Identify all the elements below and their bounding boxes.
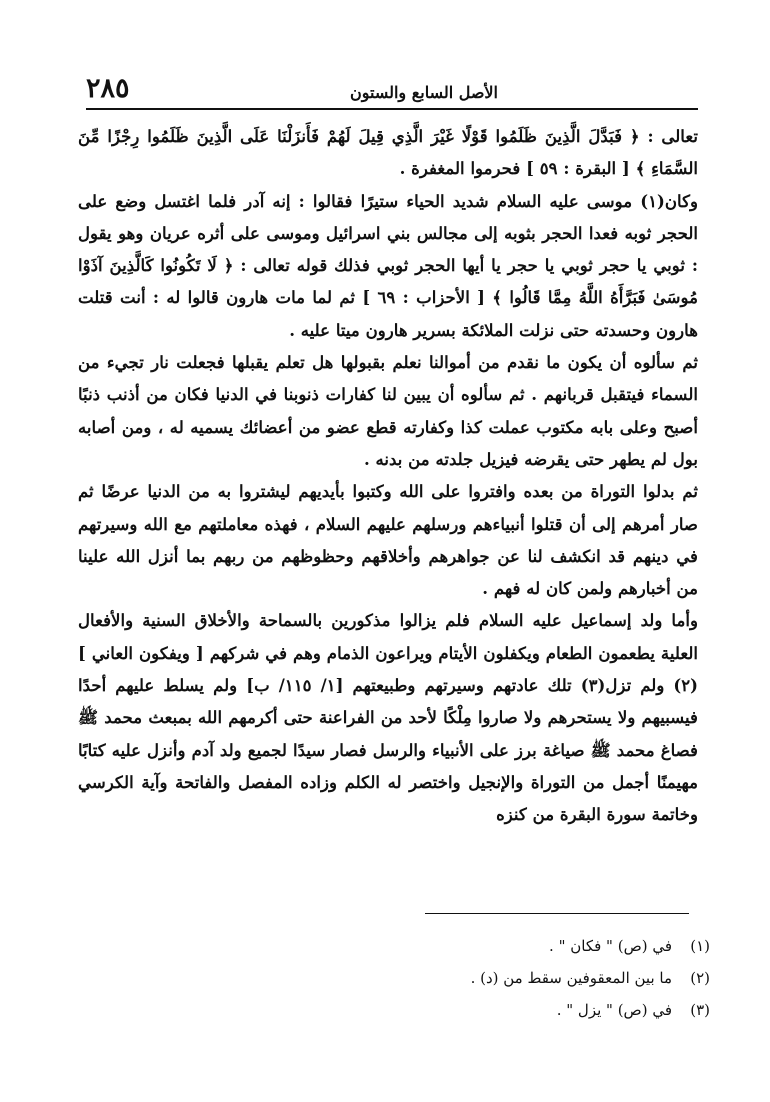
footnote-number: (٢) xyxy=(690,969,710,987)
page-number: ٢٨٥ xyxy=(86,73,130,104)
footnote-text: في (ص) " فكان " . xyxy=(549,937,672,955)
footnote xyxy=(300,930,710,962)
footnote-number: (٣) xyxy=(690,1001,710,1019)
footnote-separator xyxy=(425,913,689,914)
paragraph: وكان(١) موسى عليه السلام شديد الحياء ستيرًا فقالوا : إنه آدر فلما اغتسل وضع على الحجر ثوبه فعدا الحجر بثوبه إلى مجالس بني اسرائيل وموسى على أثره عريان وهو يقول : ثوبي يا حجر ثوبي يا حجر يا أيها الحجر ثوبي فذلك قوله تعالى : ﴿ لَا تَكُونُوا كَالَّذِينَ آذَوْا مُوسَىٰ فَبَرَّأَهُ اللَّهُ مِمَّا قَالُوا ﴾ [ الأحزاب : ٦٩ ] ثم لما مات هارون قالوا له : أنت قتلت هارون وحسدته حتى نزلت الملائكة بسرير هارون ميتا عليه . xyxy=(78,190,698,340)
footnote xyxy=(300,994,710,1026)
footnote-text: ما بين المعقوفين سقط من (د) . xyxy=(470,969,672,987)
running-head: الأصل السابع والستون xyxy=(349,83,498,102)
footnote xyxy=(300,962,710,994)
main-text xyxy=(78,120,698,831)
page-header xyxy=(86,70,698,110)
paragraph: وأما ولد إسماعيل عليه السلام فلم يزالوا مذكورين بالسماحة والأخلاق السنية والأفعال العلية يطعمون الطعام ويكفلون الأيتام ويراعون الذمام وهم في شركهم [ ويفكون العاني ](٢) ولم تزل(٣) تلك عادتهم وسيرتهم وطبيعتهم [١/ ١١٥/ ب] ولم يسلط عليهم أحدًا فيسبيهم ولا يستحرهم ولا صاروا مِلْكًا لأحد من الفراعنة حتى أكرمهم الله بمبعث محمد ﷺ فصاغ محمد ﷺ صياغة برز على الأنبياء والرسل فصار سيدًا لجميع ولد آدم وأنزل عليه كتابًا مهيمنًا أجمل من التوراة والإنجيل واختصر له الكلم وزاده المفصل والفاتحة وآية الكرسي وخاتمة سورة البقرة من كنزه xyxy=(78,610,699,825)
footnote-text: في (ص) " يزل " . xyxy=(556,1001,672,1019)
footnotes xyxy=(300,930,710,1026)
paragraph: ثم سألوه أن يكون ما نقدم من أموالنا نعلم بقبولها هل تعلم يقبلها فجعلت نار تجيء من السماء فيتقبل قربانهم . ثم سألوه أن يبين لنا كفارات ذنوبنا في الدنيا فكان من أذنب ذنبًا أصبح وعلى بابه مكتوب عملت كذا وكفارته قطع عضو من أعضائك يسميه له ، ومن أصابه بول لم يطهر حتى يقرضه فيزيل جلدته من بدنه . xyxy=(78,352,698,469)
paragraph: ثم بدلوا التوراة من بعده وافتروا على الله وكتبوا بأيديهم ليشتروا به من الدنيا عرضًا ثم صار أمرهم إلى أن قتلوا أنبياءهم ورسلهم عليهم السلام ، فهذه معاملتهم مع الله وسيرتهم في دينهم قد انكشف لنا عن جواهرهم وأخلاقهم وحظوظهم من ربهم بما أنزل الله علينا من أخبارهم ولمن كان له فهم . xyxy=(78,481,698,599)
paragraph: تعالى : ﴿ فَبَدَّلَ الَّذِينَ ظَلَمُوا قَوْلًا غَيْرَ الَّذِي قِيلَ لَهُمْ فَأَنزَلْنَا عَلَى الَّذِينَ ظَلَمُوا رِجْزًا مِّنَ السَّمَاءِ ﴾ [ البقرة : ٥٩ ] فحرموا المغفرة . xyxy=(78,126,698,179)
footnote-number: (١) xyxy=(690,937,710,955)
